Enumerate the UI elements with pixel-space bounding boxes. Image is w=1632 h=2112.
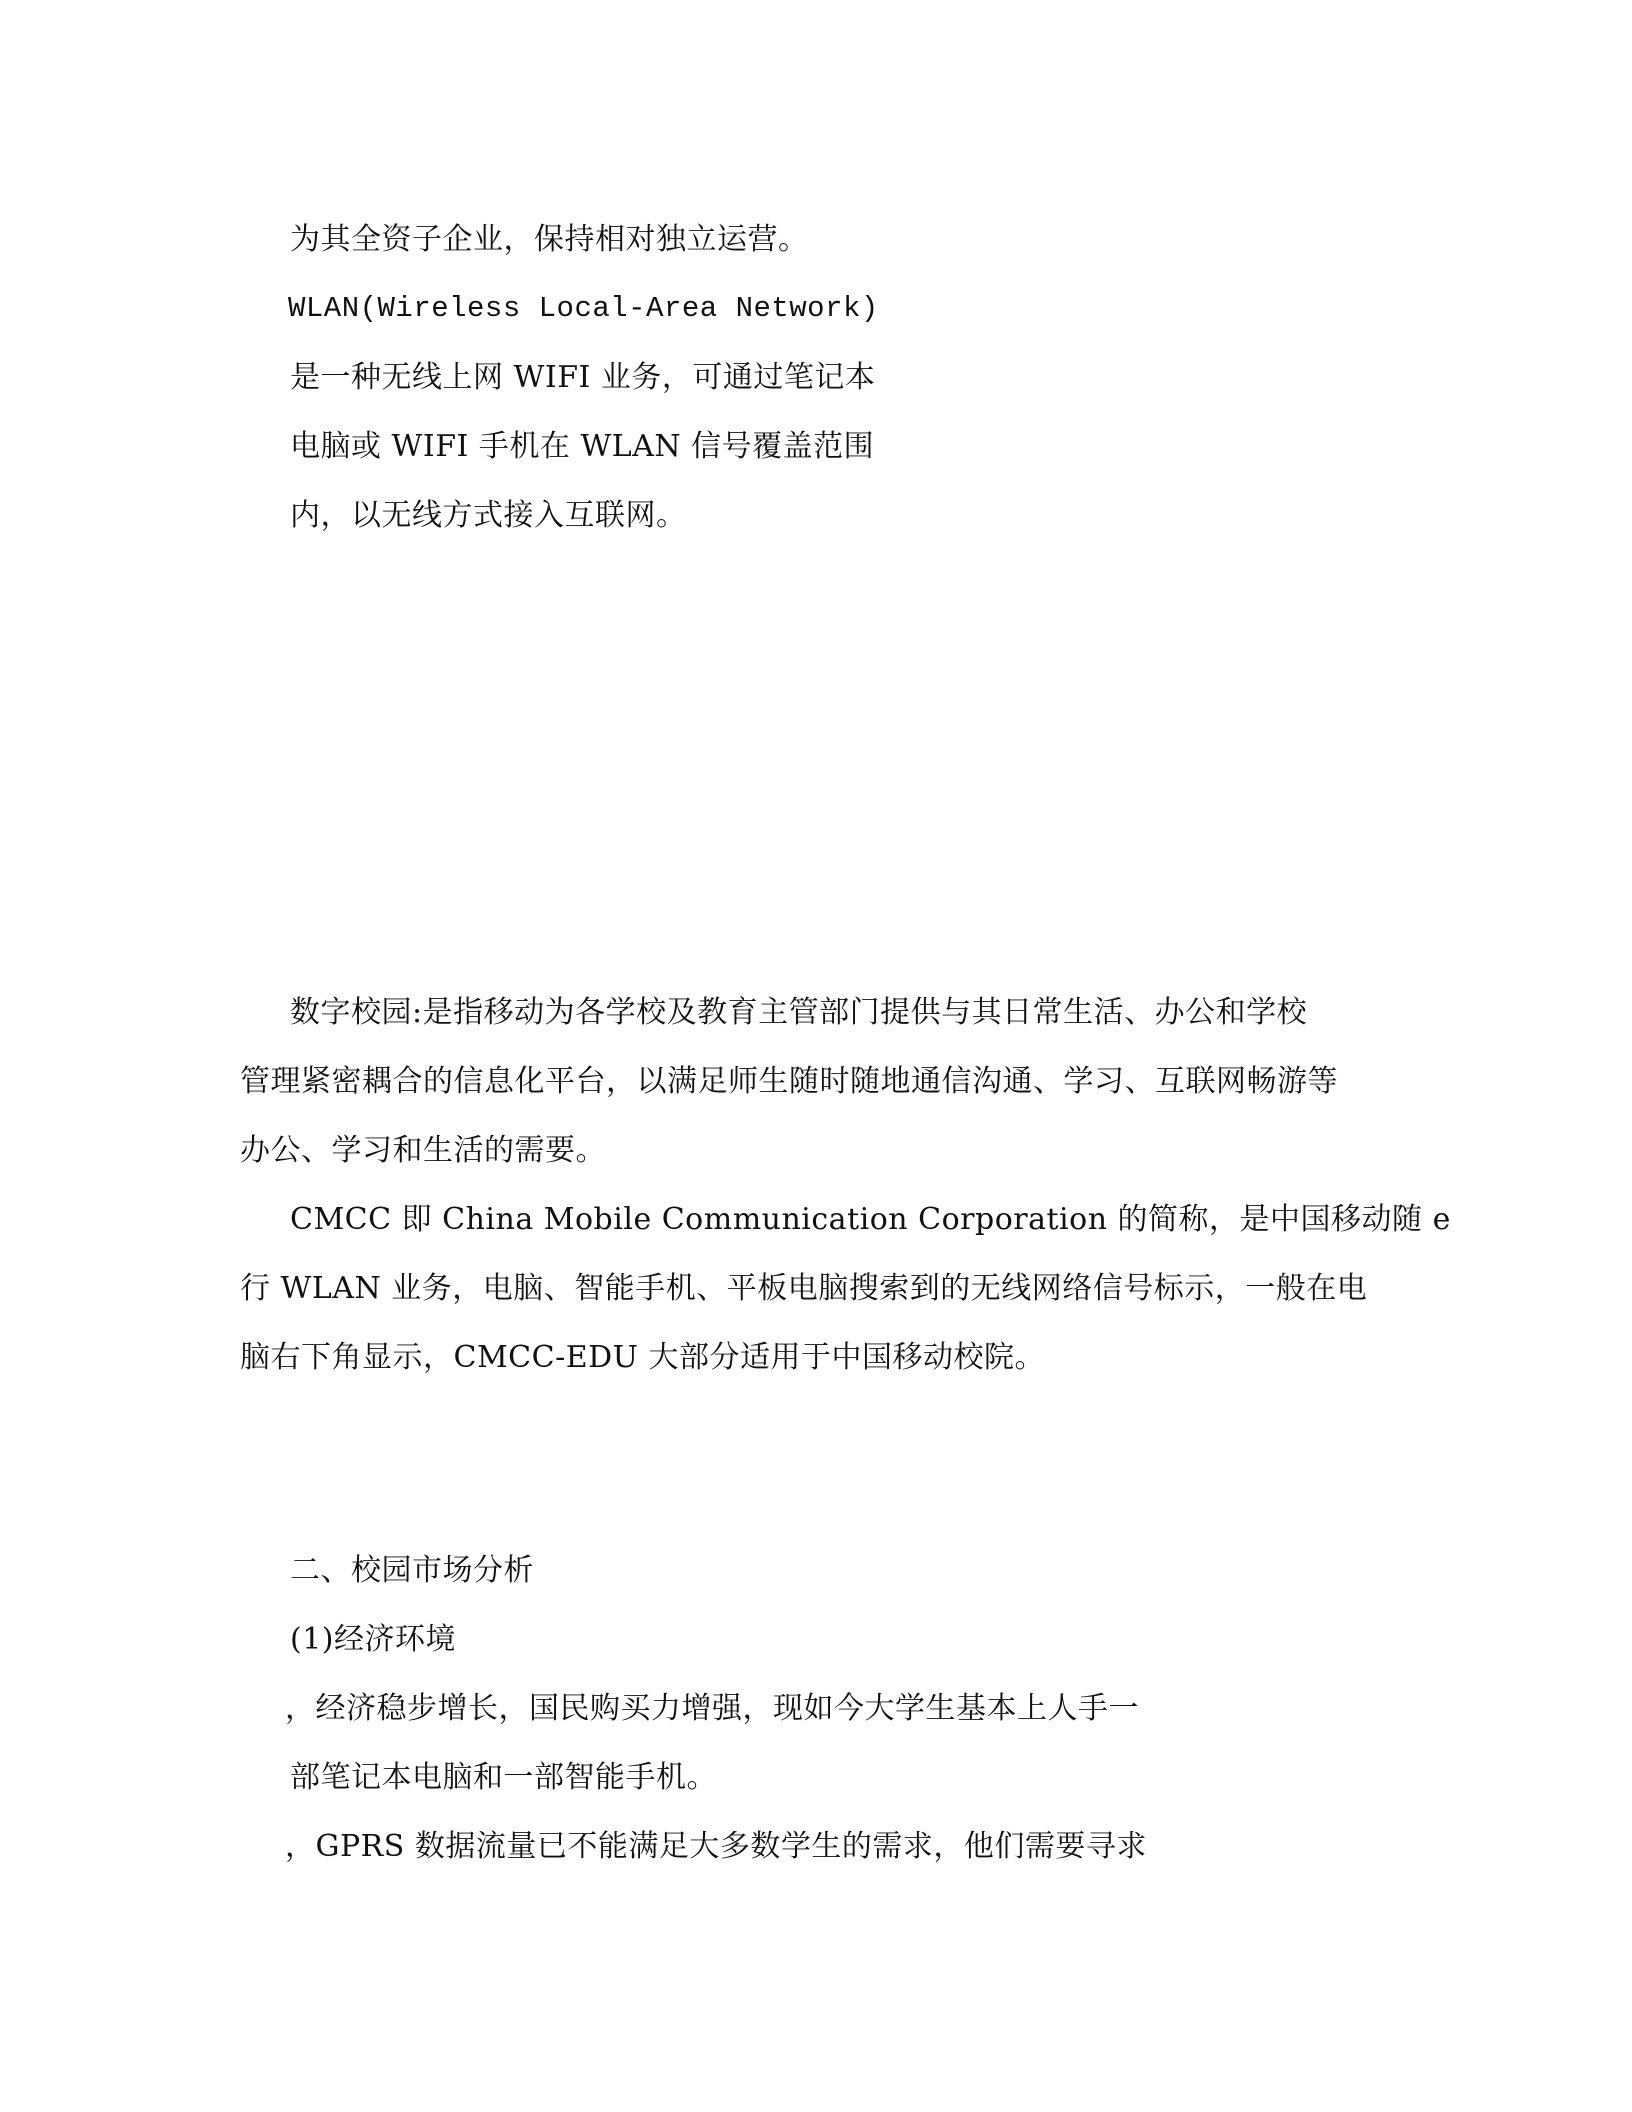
subsection-heading: (1)经济环境: [290, 1622, 456, 1657]
body-text-line: 是一种无线上网 WIFI 业务，可通过笔记本: [290, 360, 876, 395]
body-text-line: 为其全资子企业，保持相对独立运营。: [290, 222, 809, 257]
body-text-line: ，GPRS 数据流量已不能满足大多数学生的需求，他们需要寻求: [285, 1829, 1147, 1864]
body-text-line: 行 WLAN 业务，电脑、智能手机、平板电脑搜索到的无线网络信号标示，一般在电: [240, 1271, 1368, 1306]
body-text-line: 电脑或 WIFI 手机在 WLAN 信号覆盖范围: [290, 429, 875, 464]
body-text-line: 管理紧密耦合的信息化平台，以满足师生随时随地通信沟通、学习、互联网畅游等: [240, 1064, 1338, 1099]
paragraph-cmcc: CMCC 即 China Mobile Communication Corporation 的简称，是中国移动随 e: [290, 1202, 1451, 1237]
body-text-line: WLAN(Wireless Local-Area Network): [288, 292, 879, 325]
section-heading: 二、校园市场分析: [290, 1553, 534, 1588]
body-text-line: 脑右下角显示，CMCC-EDU 大部分适用于中国移动校院。: [240, 1340, 1045, 1375]
body-text-line: ，经济稳步增长，国民购买力增强，现如今大学生基本上人手一: [285, 1691, 1139, 1726]
body-text-line: 部笔记本电脑和一部智能手机。: [290, 1760, 717, 1795]
paragraph-digital-campus: 数字校园:是指移动为各学校及教育主管部门提供与其日常生活、办公和学校: [290, 995, 1308, 1030]
body-text-line: 办公、学习和生活的需要。: [240, 1133, 606, 1168]
body-text-line: 内，以无线方式接入互联网。: [290, 498, 687, 533]
